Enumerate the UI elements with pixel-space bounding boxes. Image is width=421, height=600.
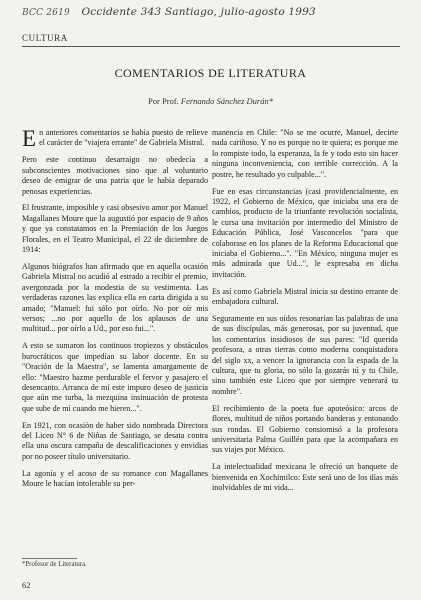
paragraph: Fue en esas circunstancias (casi providencialmente, en 1922, el Gobierno de México, que iniciaba una era de cambios, producto de la triunfante revolución socialista, le cursa una invitación por intermedio del Ministro de Educación Pública, José Vasconcelos "para que colaborase en los planes de la Reforma Educacional que iniciaba el Gobierno...". "En México, ninguna mujer es más admirada que Ud...", le expresaba en dicha invitación. — [212, 186, 398, 279]
right-column — [212, 128, 398, 500]
footnote: *Profesor de Literatura. — [22, 561, 87, 568]
paragraph: Algunos biógrafos han afirmado que en aquella ocasión Gabriela Mistral no acudió al estrado a recibir el premio, avergonzada por la modestia de su vestimenta. Las verdaderas razones las explica ella en carta dirigida a su amado; "Manuel: fui sólo por oírlo. No por oír mis versos; ...no por aquello de los aplausos de una multitud... por oírlo a Ud., por eso fui...". — [22, 261, 208, 334]
paragraph: Pero este continuo desarraigo no obedecía a subconscientes motivaciones sino que al voluntario deseo de emigrar de una patria que le había deparado penosas experiencias. — [22, 155, 208, 196]
byline-prefix: Por Prof. — [148, 96, 179, 106]
footnote-rule — [22, 558, 77, 559]
drop-cap: E — [22, 126, 37, 151]
left-column — [22, 128, 208, 496]
paragraph: El frustrante, imposible y casi obsesivo amor por Manuel Magallanes Moure que la augustió por espacio de 9 años y que ya constatamos en la Premiación de los Juegos Florales, en el Teatro Municipal, el 22 de diciembre de 1914: — [22, 203, 208, 255]
header-rule — [22, 46, 400, 47]
paragraph: A esto se sumaron los continuos tropiezos y obstáculos burocráticos que impedían su labor docente. En su "Oración de la Maestra", se lamenta amargamente de ello: "Maestro hazme perdurable el fervor y pasajero el desencanto. Arranca de mí este impuro deseo de justicia que aún me turba, la mezquina insinuación de protesta que sube de mí cuando me hieren...". — [22, 341, 208, 413]
handwritten-source-note: Occidente 343 Santiago, julio-agosto 1993 — [81, 6, 316, 18]
paragraph: La agonía y el acoso de su romance con Magallanes Moure le hacían intolerable su per- — [22, 468, 208, 489]
paragraph: En 1921, con ocasión de haber sido nombrada Directora del Liceo N° 6 de Niñas de Santiago, se desata contra ella una oscura campaña de descalificaciones y envidias por no poseer título universitario. — [22, 420, 208, 461]
paragraph: En anteriores comentarios se había puesto de relieve el carácter de "viajera errante" de Gabriela Mistral. — [22, 126, 208, 151]
article-byline — [0, 96, 421, 106]
paragraph: La intelectualidad mexicana le ofreció un banquete de bienvenida en Xochimilco: Este será uno de los días más inolvidables de mi vida... — [212, 462, 398, 493]
paragraph: manencia en Chile: "No se me ocurre, Manuel, decirte nada cariñoso. Y no es porque no te quiera; es porque me lo rompiste todo, la esperanza, la fe y todo esto sin hacer ninguna inconveniencia, con terrible corrección. A la postre, he resultado yo culpable...". — [212, 128, 398, 179]
page-number: 62 — [22, 580, 31, 590]
handwritten-reference: BCC 2619 — [22, 8, 70, 18]
paragraph: El recibimiento de la poeta fue apoteósico: arcos de flores, multitud de niños portando banderas y entonando sus rondas. El Gobierno consiomisó a la profesora universitaria Palma Guillén para que la acompañara en sus viajes por México. — [212, 403, 398, 455]
paragraph: Seguramente en sus oídos resonarían las palabras de una de sus discípulas, más generosas, por su juventud, que los comentarios insidiosos de sus pares: "Id querida profesora, a otras tierras como moderna conquistadora del siglo xx, a vencer la ignorancia con la espada de la cultura, que tu gloria, no sólo la gozarás tú y tu Chile, sino también este Liceo que por siempre venerará tu nombre". — [212, 314, 398, 396]
byline-author: Fernando Sánchez Durán* — [180, 96, 273, 106]
handwritten-annotation — [22, 6, 412, 18]
paragraph: Es así como Gabriela Mistral inicia su destino errante de embajadora cultural. — [212, 286, 398, 307]
article-title: COMENTARIOS DE LITERATURA — [114, 66, 307, 80]
section-label: CULTURA — [22, 33, 68, 43]
